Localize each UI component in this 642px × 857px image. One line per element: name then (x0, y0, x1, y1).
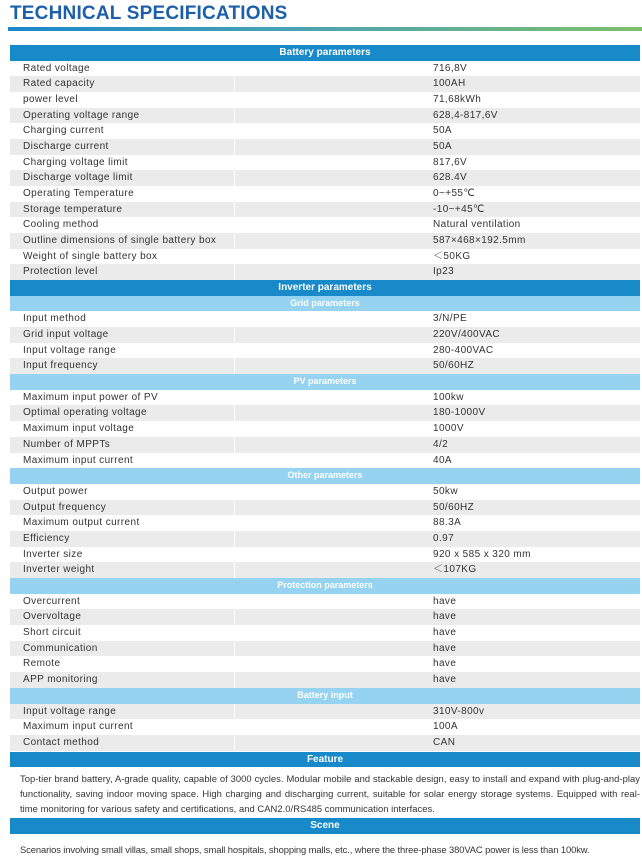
inverter-parameters-sections (10, 296, 640, 751)
spec-value: 40A (234, 453, 640, 469)
spec-value: have (234, 625, 640, 641)
spec-row (10, 562, 640, 578)
inverter-parameters-header: Inverter parameters (10, 280, 640, 296)
spec-label: Rated voltage (23, 62, 90, 74)
sub-section-header: Battery input (10, 688, 640, 704)
spec-value: 1000V (234, 421, 640, 437)
spec-row (10, 358, 640, 374)
spec-value: 310V-800v (234, 704, 640, 720)
spec-label: Maximum input power of PV (23, 391, 159, 403)
spec-value: 100A (234, 719, 640, 735)
battery-parameters-rows (10, 61, 640, 281)
spec-value: have (234, 672, 640, 688)
spec-row (10, 202, 640, 218)
spec-value: 220V/400VAC (234, 327, 640, 343)
spec-label: Protection level (10, 264, 234, 280)
spec-label: Output power (23, 485, 88, 497)
spec-label: Input frequency (10, 358, 234, 374)
spec-row (10, 92, 640, 108)
spec-label: Overvoltage (10, 609, 234, 625)
spec-row (10, 515, 640, 531)
spec-label: Overcurrent (23, 595, 81, 607)
spec-value: 50/60HZ (234, 500, 640, 516)
spec-table (10, 45, 640, 857)
spec-row (10, 484, 640, 500)
spec-row (10, 390, 640, 406)
spec-row (10, 186, 640, 202)
spec-row (10, 170, 640, 186)
spec-value: 4/2 (234, 437, 640, 453)
spec-row (10, 123, 640, 139)
spec-label: Inverter size (23, 548, 83, 560)
spec-row (10, 719, 640, 735)
spec-value: 716,8V (234, 61, 640, 77)
spec-value: CAN (234, 735, 640, 751)
spec-label: Input voltage range (10, 704, 234, 720)
scene-text: Scenarios involving small villas, small shops, small hospitals, shopping malls, etc., where the three-phase 380VAC power is less than 100kw. (20, 843, 590, 855)
feature-text: Top-tier brand battery, A-grade quality, capable of 3000 cycles. Modular mobile and stackable design, easy to install and expand with plug-and-play functionality, saving indoor moving space. High charging and discharging current, suitable for solar energy storage systems. Equipped with real-time monitoring for various safety and certifications, and CAN2.0/RS485 communication interfaces. (20, 773, 640, 815)
sub-section-header: Other parameters (10, 468, 640, 484)
spec-label: Charging current (23, 125, 104, 137)
spec-label: Outline dimensions of single battery box (10, 233, 234, 249)
spec-row (10, 625, 640, 641)
sub-section-rows (10, 311, 640, 374)
title-gradient-divider (8, 27, 642, 31)
sub-section-header: PV parameters (10, 374, 640, 390)
spec-value: 628.4V (234, 170, 640, 186)
spec-label: Operating Temperature (23, 188, 135, 199)
sub-section-rows (10, 390, 640, 468)
spec-label: APP monitoring (10, 672, 234, 688)
spec-value: have (234, 641, 640, 657)
spec-row (10, 233, 640, 249)
spec-row (10, 531, 640, 547)
spec-value: 587×468×192.5mm (234, 233, 640, 249)
spec-label: Short circuit (23, 627, 81, 639)
spec-label: Input method (23, 313, 87, 325)
spec-label: Operating voltage range (10, 108, 234, 124)
spec-value: 817,6V (234, 155, 640, 171)
spec-row (10, 139, 640, 155)
spec-value: have (234, 656, 640, 672)
spec-label: Inverter weight (10, 562, 234, 578)
spec-value: 100kw (234, 390, 640, 406)
spec-row (10, 217, 640, 233)
spec-row (10, 421, 640, 437)
spec-row (10, 249, 640, 265)
spec-value: have (234, 594, 640, 610)
scene-header: Scene (10, 818, 640, 834)
spec-label: Contact method (10, 735, 234, 751)
feature-header: Feature (10, 752, 640, 768)
spec-label: Cooling method (23, 219, 99, 231)
spec-label: Rated capacity (10, 76, 234, 92)
spec-label: Number of MPPTs (10, 437, 234, 453)
spec-row (10, 155, 640, 171)
spec-label: Remote (23, 658, 61, 670)
spec-label: Efficiency (10, 531, 234, 547)
spec-value: 280-400VAC (234, 343, 640, 359)
spec-label: Communication (10, 641, 234, 657)
spec-label: Output frequency (10, 500, 234, 516)
spec-value: 50A (234, 139, 640, 155)
spec-value: 0~+55℃ (234, 186, 640, 202)
spec-value: 50kw (234, 484, 640, 500)
spec-value: 180-1000V (234, 405, 640, 421)
sub-section-rows (10, 594, 640, 688)
sub-section-header: Protection parameters (10, 578, 640, 594)
spec-label: Maximum input current (23, 454, 134, 466)
spec-label: Discharge voltage limit (10, 170, 234, 186)
spec-value: Natural ventilation (234, 217, 640, 233)
spec-row (10, 453, 640, 469)
spec-value: 0.97 (234, 531, 640, 547)
spec-value: ＜50KG (234, 249, 640, 265)
spec-row (10, 327, 640, 343)
spec-row (10, 547, 640, 563)
spec-value: 50A (234, 123, 640, 139)
spec-label: Input voltage range (23, 344, 117, 356)
spec-label: Grid input voltage (10, 327, 234, 343)
sub-section-header: Grid parameters (10, 296, 640, 312)
spec-value: ＜107KG (234, 562, 640, 578)
spec-label: Storage temperature (10, 202, 234, 218)
spec-label: Maximum input current (10, 719, 234, 735)
spec-value: 920 x 585 x 320 mm (234, 547, 640, 563)
spec-value: Ip23 (234, 264, 640, 280)
spec-value: 3/N/PE (234, 311, 640, 327)
spec-row (10, 672, 640, 688)
spec-row (10, 735, 640, 751)
spec-label: Optimal operating voltage (10, 405, 234, 421)
sub-section-rows (10, 704, 640, 751)
page-title: TECHNICAL SPECIFICATIONS (10, 3, 288, 24)
spec-label: Maximum output current (23, 517, 140, 529)
spec-label: Charging voltage limit (23, 156, 128, 168)
spec-row (10, 264, 640, 280)
spec-value: 628,4-817,6V (234, 108, 640, 124)
spec-row (10, 108, 640, 124)
spec-row (10, 405, 640, 421)
spec-row (10, 609, 640, 625)
spec-row (10, 656, 640, 672)
spec-row (10, 704, 640, 720)
spec-row (10, 594, 640, 610)
spec-value: 71,68kWh (234, 92, 640, 108)
sub-section-rows (10, 484, 640, 578)
spec-row (10, 61, 640, 77)
spec-row (10, 437, 640, 453)
spec-label: Maximum input voltage (23, 423, 135, 435)
spec-row (10, 343, 640, 359)
spec-value: have (234, 609, 640, 625)
spec-row (10, 76, 640, 92)
spec-value: 100AH (234, 76, 640, 92)
spec-value: 50/60HZ (234, 358, 640, 374)
battery-parameters-header: Battery parameters (10, 45, 640, 61)
spec-label: power level (23, 93, 78, 105)
spec-label: Discharge current (10, 139, 234, 155)
spec-value: 88.3A (234, 515, 640, 531)
spec-row (10, 641, 640, 657)
spec-label: Weight of single battery box (23, 250, 158, 262)
spec-row (10, 311, 640, 327)
spec-row (10, 500, 640, 516)
spec-value: -10~+45℃ (234, 202, 640, 218)
